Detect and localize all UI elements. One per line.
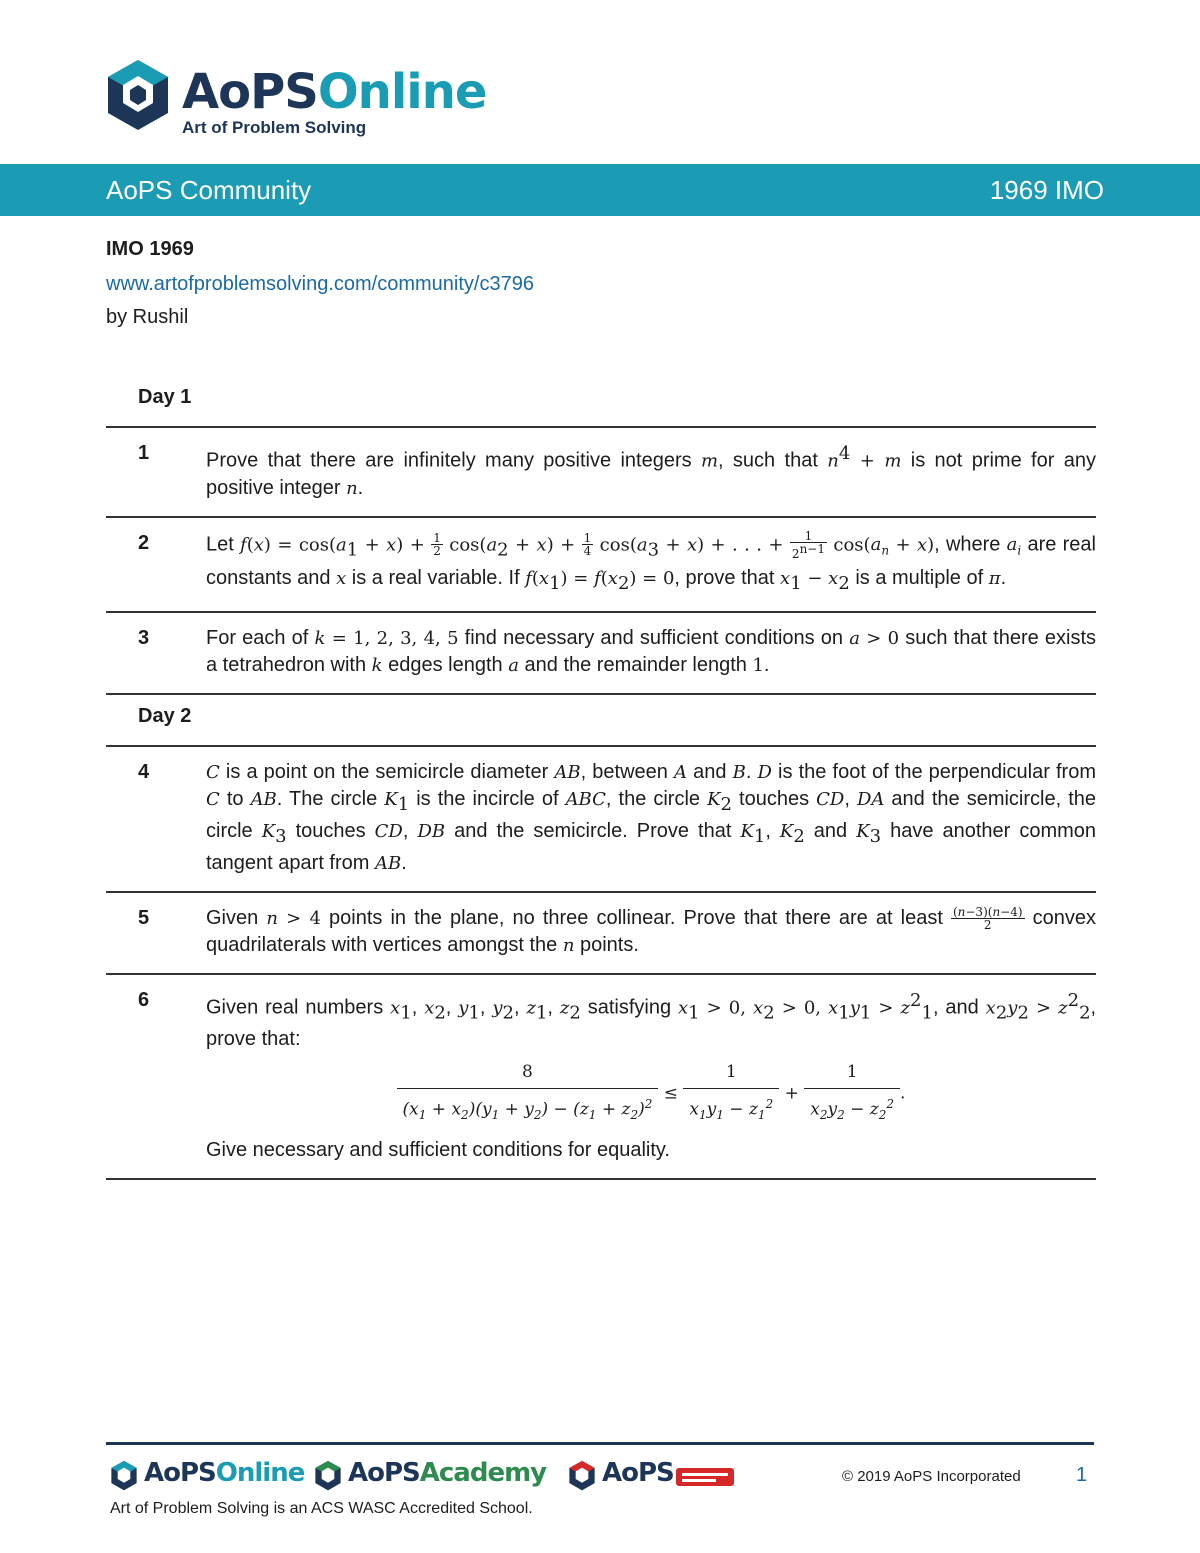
problem-number: 2 — [138, 531, 150, 554]
problem-item — [106, 518, 1096, 613]
problem-text: Let $f(x) = \cos(a_1 + x)$ + $\frac{1}{2}$ $\cos(a_2 + x)$ + $\frac{1}{4}$ $\cos(a_3 + x)$ + . . . + $\frac{1}{2^{n-1}}$ $\cos(a_n + x)$, where $a_i$ are real constants and x is a real variable. If $f(x_1) = f(x_2) = 0$, prove that $x_1 - x_2$ is a multiple of π. — [206, 528, 1096, 594]
aops-online-logo — [106, 56, 506, 140]
problem-item — [106, 975, 1096, 1181]
problem-text: For each of k = 1, 2, 3, 4, 5 find necessary and sufficient conditions on a > 0 such that there exists a tetrahedron with k edges length a and the remainder length 1. — [206, 626, 1097, 676]
logo-wordmark — [182, 64, 486, 120]
cube-logo-icon — [110, 1460, 138, 1492]
inequality-display: $\frac{8}{(x_1 + x_2)(y_1 + y_2) - (z_1 + z_2)^2}$ ≤ $\frac{1}{x_1y_1 - z_1^2}$ + $\frac{1}{x_2y_2 - z_2^2}$ . — [206, 1059, 1096, 1129]
footer-divider — [106, 1442, 1094, 1445]
footer-logo-third-aops: AoPS — [602, 1458, 674, 1488]
problem-text: Given n > 4 points in the plane, no three collinear. Prove that there are at least $\frac{(n-3)(n-4)}{2}$ convex quadrilaterals with vertices amongst the n points. — [206, 904, 1096, 956]
footer-logo-online — [144, 1458, 304, 1488]
problem-list — [106, 376, 1096, 1180]
problem-number: 3 — [138, 626, 150, 649]
footer-logo-online-word: Online — [215, 1458, 305, 1488]
problem-number: 4 — [138, 760, 150, 783]
cube-logo-icon — [568, 1460, 596, 1492]
page-number: 1 — [1076, 1464, 1088, 1486]
day-header — [106, 695, 1096, 747]
banner-community: AoPS Community — [106, 175, 312, 205]
copyright: © 2019 AoPS Incorporated — [842, 1468, 1021, 1485]
cube-logo-icon — [314, 1460, 342, 1492]
footer-logo-online-aops: AoPS — [144, 1458, 216, 1488]
day-header — [106, 376, 1096, 428]
footer-logo-third — [602, 1458, 674, 1488]
header-banner — [0, 164, 1200, 216]
day-label: Day 1 — [138, 386, 192, 408]
problem-number: 5 — [138, 906, 150, 929]
footer-logo-academy-word: Academy — [419, 1458, 547, 1488]
footer-logos — [110, 1456, 750, 1496]
problem-item — [106, 613, 1096, 695]
problem-closing: Give necessary and sufficient conditions for equality. — [206, 1139, 670, 1162]
accreditation-note: Art of Problem Solving is an ACS WASC Accredited School. — [110, 1500, 533, 1517]
problem-text: Prove that there are infinitely many positive integers m, such that $n^4 + m$ is not prime for any positive integer n. — [206, 443, 1096, 499]
day-label: Day 2 — [138, 704, 192, 727]
red-wordmark-graphic — [676, 1466, 734, 1488]
community-link[interactable]: www.artofproblemsolving.com/community/c3796 — [106, 273, 534, 295]
problem-text: C is a point on the semicircle diameter AB, between A and B. D is the foot of the perpendicular from C to AB. The circle $K_1$ is the incircle of ABC, the circle $K_2$ touches CD, DA and the semicircle, the circle $K_3$ touches CD, DB and the semicircle. Prove that $K_1$, $K_2$ and $K_3$ have another common tangent apart from AB. — [206, 760, 1097, 874]
cube-logo-icon — [106, 58, 170, 134]
author-line: by Rushil — [106, 306, 189, 328]
banner-contest: 1969 IMO — [989, 175, 1104, 205]
logo-brand-online: Online — [317, 64, 487, 120]
page-title: IMO 1969 — [106, 238, 194, 260]
logo-brand-aops: AoPS — [182, 64, 318, 120]
problem-item — [106, 428, 1096, 518]
problem-text: Given real numbers $x_1$, $x_2$, $y_1$, $y_2$, $z_1$, $z_2$ satisfying $x_1 > 0$, $x_2 > 0$, $x_1y_1 > z^2_1$, and $x_2y_2 > z^2_2$, prove that: $\frac{8}{(x_1 + x_2)(y_1 + y_2) - (z_1 + z_2)^2}$ ≤ $\frac{1}{x_1y_1 - z_1^2}$ + $\frac{1}{x_2y_2 - z_2^2}$ . Give necessary and sufficient conditions for equality. — [206, 989, 1097, 1162]
logo-subtitle: Art of Problem Solving — [182, 118, 367, 137]
problem-number: 6 — [138, 988, 150, 1011]
problem-item — [106, 893, 1096, 975]
footer-logo-academy-aops: AoPS — [348, 1458, 420, 1488]
problem-item — [106, 747, 1096, 893]
problem-number: 1 — [138, 442, 150, 464]
footer-logo-academy — [348, 1458, 546, 1488]
